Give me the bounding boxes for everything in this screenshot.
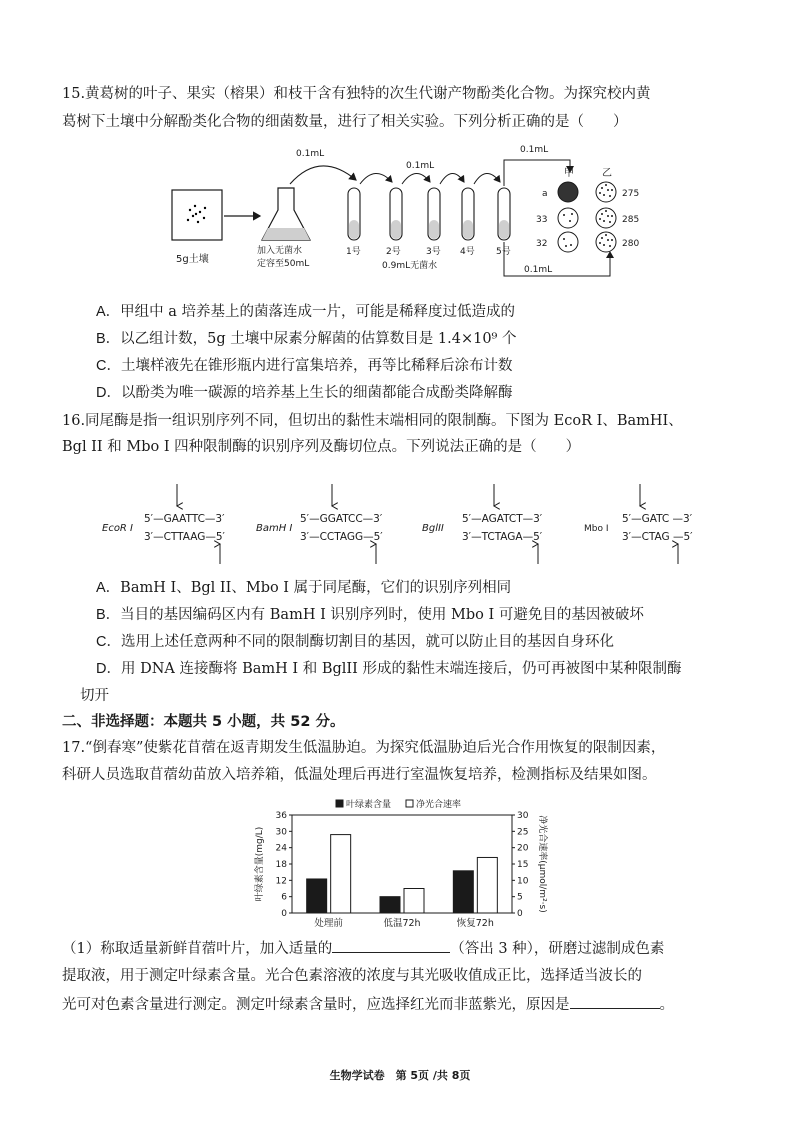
tube-label-2: 2号 [386, 247, 401, 257]
y-left-tick-label: 24 [275, 843, 287, 854]
yi-count-2: 285 [622, 215, 640, 225]
option-text: BamH I、Bgl II、Mbo I 属于同尾酶，它们的识别序列相同 [120, 580, 512, 596]
option-label: D． [96, 661, 121, 677]
group-jia-label: 甲 [564, 168, 574, 179]
y-left-tick-label: 36 [275, 811, 287, 821]
y-left-tick-label: 0 [281, 909, 287, 919]
bar-net-photosynthesis [477, 857, 497, 913]
y-right-axis-label: 净光合速率(μmol/m²·s) [537, 815, 547, 913]
bar-chlorophyll [453, 871, 473, 913]
transfer-label-1: 0.1mL [296, 149, 325, 159]
jia-count-3: 32 [536, 239, 548, 249]
q15-option-b[interactable] [96, 329, 516, 349]
x-tick-label: 处理前 [314, 918, 343, 929]
tube-4 [462, 188, 474, 240]
q17-bar-chart [240, 795, 570, 935]
option-label: A． [96, 580, 121, 596]
transfer-label-2: 0.1mL [406, 161, 435, 171]
page-footer: 生物学试卷 第 5页 /共 8页 [329, 1069, 471, 1082]
q16-option-d-continued: 切开 [80, 688, 109, 704]
soil-label: 5g土壤 [176, 254, 209, 265]
enzyme-bottom-bglii: 3′—TCTAGA—5′ [462, 531, 543, 543]
tube-3 [428, 188, 440, 240]
q17-sub1-text-d: 光可对色素含量进行测定。测定叶绿素含量时，应选择红光而非蓝紫光，原因是 [62, 997, 570, 1013]
q15-stem-line2: 葛树下土壤中分解酚类化合物的细菌数量，进行了相关实验。下列分析正确的是（ ） [62, 114, 628, 130]
bar-net-photosynthesis [404, 889, 424, 914]
q15-option-c[interactable] [96, 356, 512, 376]
y-left-tick-label: 30 [275, 827, 287, 838]
y-right-tick-label: 30 [517, 811, 529, 821]
answer-blank-2[interactable] [570, 994, 660, 1009]
option-label: B． [96, 331, 121, 347]
q17-stem-line1: 17.“倒春寒”使紫花苜蓿在返青期发生低温胁迫。为探究低温胁迫后光合作用恢复的限制因素， [62, 740, 666, 756]
legend-swatch-chlorophyll [336, 800, 343, 807]
y-right-tick-label: 15 [517, 860, 529, 870]
group-yi-label: 乙 [602, 168, 612, 179]
q16-stem-line2: Bgl II 和 Mbo I 四种限制酶的识别序列及酶切位点。下列说法正确的是（ ） [62, 439, 581, 455]
y-right-tick-label: 20 [517, 843, 529, 854]
q17-sub1-text-a: （1）称取适量新鲜苜蓿叶片，加入适量的 [62, 941, 333, 957]
enzyme-top-bglii: 5′—AGATCT—3′ [462, 513, 543, 525]
q15-option-a[interactable] [96, 302, 515, 322]
jia-count-1: a [542, 189, 548, 199]
enzyme-top-mboi: 5′—GATC —3′ [622, 513, 693, 525]
option-label: C． [96, 358, 121, 374]
tube-label-1: 1号 [346, 247, 361, 257]
q17-sub1-line1 [62, 938, 664, 959]
answer-blank-1[interactable] [332, 938, 450, 953]
enzyme-bottom-bamhi: 3′—CCTAGG—5′ [300, 531, 383, 543]
flask-label-1: 加入无菌水 [257, 246, 303, 256]
plate-jia-2 [558, 208, 578, 228]
option-text: 当目的基因编码区内有 BamH I 识别序列时，使用 Mbo I 可避免目的基因被破坏 [120, 607, 644, 623]
option-text: 甲组中 a 培养基上的菌落连成一片，可能是稀释度过低造成的 [120, 304, 516, 320]
enzyme-bottom-ecori: 3′—CTTAAG—5′ [144, 531, 225, 543]
option-label: D． [96, 385, 121, 401]
enzyme-bottom-mboi: 3′—CTAG —5′ [622, 531, 693, 543]
enzyme-top-bamhi: 5′—GGATCC—3′ [300, 513, 383, 525]
yi-count-1: 275 [622, 189, 640, 199]
option-label: B． [96, 607, 121, 623]
q17-sub1-text-e: 。 [659, 997, 674, 1013]
q17-sub1-line2: 提取液，用于测定叶绿素含量。光合色素溶液的浓度与其光吸收值成正比，选择适当波长的 [62, 968, 642, 984]
tube-label-4: 4号 [460, 247, 475, 257]
option-text: 土壤样液先在锥形瓶内进行富集培养，再等比稀释后涂布计数 [120, 358, 513, 374]
q16-stem-line1: 16.同尾酶是指一组识别序列不同，但切出的黏性末端相同的限制酶。下图为 EcoR I、BamHI、 [62, 413, 683, 429]
tube-2 [390, 188, 402, 240]
tube-1 [348, 188, 360, 240]
option-text: 用 DNA 连接酶将 BamH I 和 BglII 形成的黏性末端连接后，仍可再被图中某种限制酶 [120, 661, 682, 677]
water-label: 0.9mL无菌水 [382, 261, 438, 271]
q17-sub1-text-b: （答出 3 种），研磨过滤制成色素 [450, 941, 665, 957]
enzyme-name-mboi: Mbo I [584, 524, 609, 534]
soil-box [172, 190, 222, 240]
x-tick-label: 低温72h [383, 918, 421, 929]
jia-count-2: 33 [536, 215, 548, 225]
enzyme-name-ecori: EcoR I [102, 523, 134, 534]
plate-jia-a [558, 182, 578, 202]
y-right-tick-label: 5 [517, 892, 523, 903]
bar-chlorophyll [307, 879, 327, 913]
bar-net-photosynthesis [331, 835, 351, 913]
transfer-label-bottom: 0.1mL [524, 265, 553, 275]
q17-sub1-line3 [62, 994, 674, 1015]
y-left-tick-label: 12 [275, 876, 287, 887]
yi-count-3: 280 [622, 239, 640, 249]
option-label: C． [96, 634, 121, 650]
enzyme-name-bamhi: BamH I [256, 523, 293, 534]
q15-figure [160, 140, 640, 290]
q15-option-d[interactable] [96, 383, 512, 403]
y-right-tick-label: 0 [517, 909, 523, 919]
q15-stem-line1: 15.黄葛树的叶子、果实（榕果）和枝干含有独特的次生代谢产物酚类化合物。为探究校内黄 [62, 86, 651, 102]
enzyme-name-bglii: BglII [422, 523, 444, 534]
tube-label-5: 5号 [496, 247, 511, 257]
y-right-tick-label: 10 [517, 876, 529, 887]
option-label: A． [96, 304, 121, 320]
bar-chlorophyll [380, 897, 400, 913]
q16-option-d[interactable] [96, 659, 681, 679]
y-left-axis-label: 叶绿素含量(mg/L) [255, 826, 265, 902]
x-tick-label: 恢复72h [456, 918, 494, 929]
tube-label-3: 3号 [426, 247, 441, 257]
q17-stem-line2: 科研人员选取苜蓿幼苗放入培养箱，低温处理后再进行室温恢复培养，检测指标及结果如图。 [62, 767, 657, 783]
flask-label-2: 定容至50mL [257, 259, 310, 269]
transfer-label-3: 0.1mL [520, 145, 549, 155]
legend-swatch-net-photosynthesis [406, 800, 413, 807]
tube-5 [498, 188, 510, 240]
section-heading: 二、非选择题：本题共 5 小题，共 52 分。 [62, 714, 345, 730]
option-text: 选用上述任意两种不同的限制酶切割目的基因，就可以防止目的基因自身环化 [120, 634, 614, 650]
enzyme-top-ecori: 5′—GAATTC—3′ [144, 513, 225, 525]
y-right-tick-label: 25 [517, 827, 529, 838]
option-text: 以酚类为唯一碳源的培养基上生长的细菌都能合成酚类降解酶 [120, 385, 513, 401]
q16-option-c[interactable] [96, 632, 614, 652]
plate-jia-3 [558, 232, 578, 252]
y-left-tick-label: 18 [275, 860, 287, 870]
q16-enzyme-figure [100, 482, 720, 566]
legend-label-net-photosynthesis: 净光合速率 [416, 800, 462, 810]
y-left-tick-label: 6 [281, 892, 287, 903]
q16-option-a[interactable] [96, 578, 511, 598]
q16-option-b[interactable] [96, 605, 644, 625]
legend-label-chlorophyll: 叶绿素含量 [346, 800, 392, 810]
option-text: 以乙组计数，5g 土壤中尿素分解菌的估算数目是 1.4×10⁹ 个 [120, 331, 517, 347]
soil-dots [187, 205, 206, 223]
